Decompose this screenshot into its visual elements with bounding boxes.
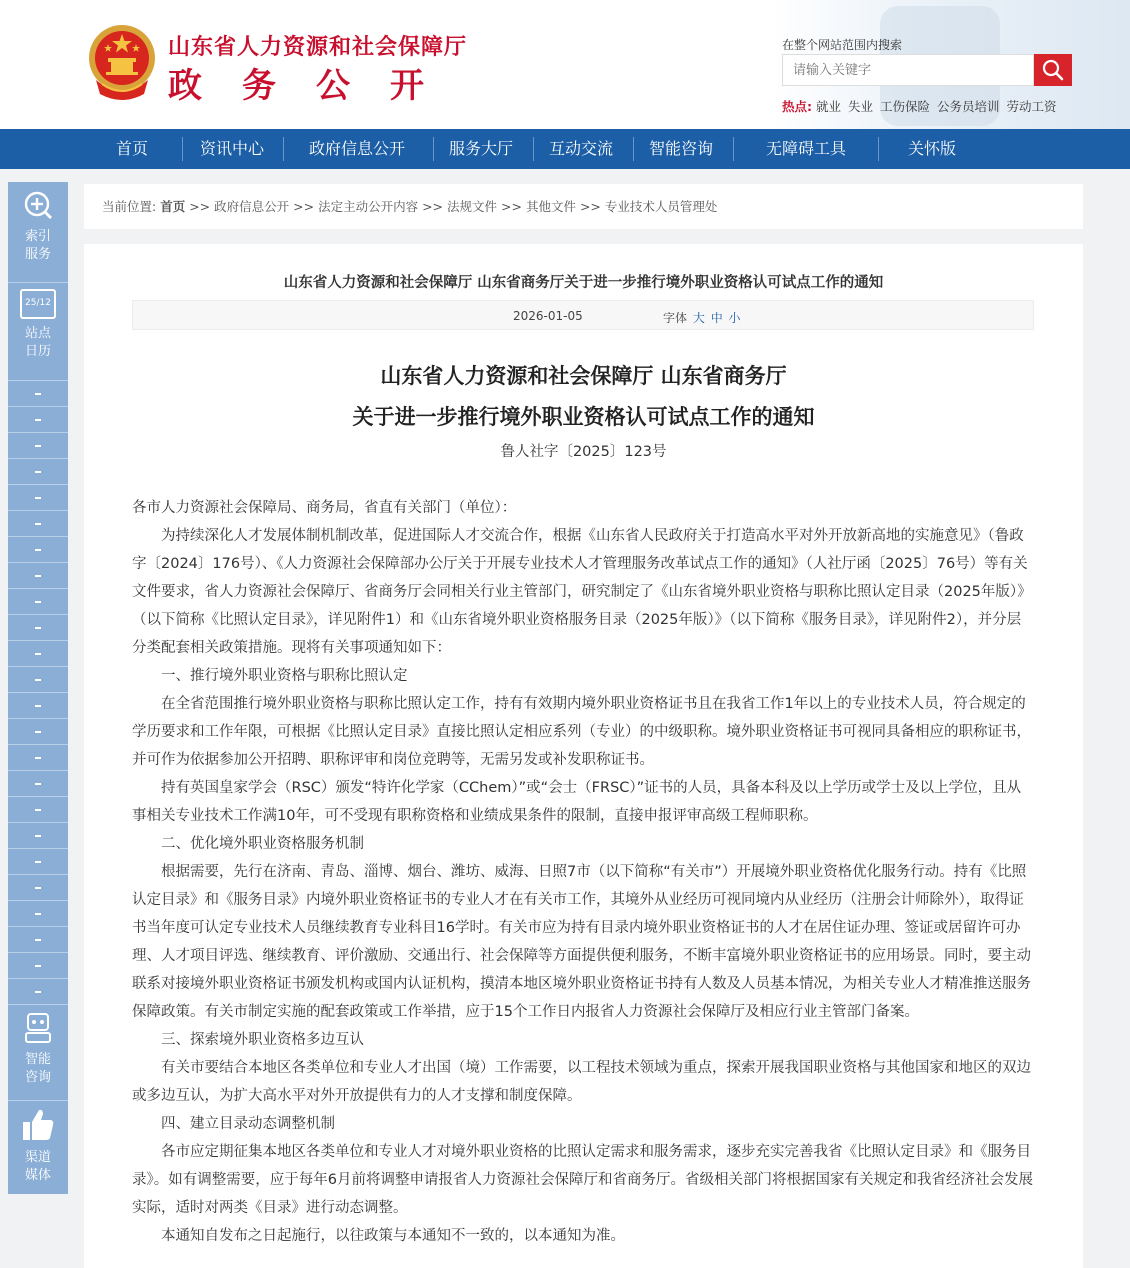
sidebar-collapsed-item[interactable] bbox=[8, 406, 68, 432]
collapsed-item-marker bbox=[35, 419, 41, 421]
collapsed-item-marker bbox=[35, 393, 41, 395]
hot-keyword-work-injury[interactable]: 工伤保险 bbox=[879, 99, 930, 114]
sidebar-site-calendar[interactable] bbox=[8, 282, 68, 370]
breadcrumb-separator: >> bbox=[293, 199, 315, 214]
sidebar-collapsed-item[interactable] bbox=[8, 458, 68, 484]
nav-gov-info-disclosure[interactable]: 政府信息公开 bbox=[308, 139, 405, 158]
collapsed-item-marker bbox=[35, 549, 41, 551]
national-emblem-logo bbox=[86, 22, 158, 100]
breadcrumb-separator: >> bbox=[189, 199, 211, 214]
sidebar-media-label2: 媒体 bbox=[24, 1168, 51, 1183]
sidebar-collapsed-item[interactable] bbox=[8, 952, 68, 978]
article-body bbox=[132, 494, 1034, 1250]
sidebar-collapsed-item[interactable] bbox=[8, 848, 68, 874]
breadcrumb-other-documents[interactable]: 其他文件 bbox=[525, 199, 576, 214]
collapsed-item-marker bbox=[35, 679, 41, 681]
search-input[interactable] bbox=[782, 54, 1034, 86]
article-paragraph: 持有英国皇家学会（RSC）颁发“特许化学家（CChem）”或“会士（FRSC）”证书的人员，具备本科及以上学历或学士及以上学位，且从事相关专业技术工作满10年，可不受现有职称资格和业绩成果条件的限制，直接申报评审高级工程师职称。 bbox=[132, 780, 1022, 824]
sidebar-collapsed-item[interactable] bbox=[8, 432, 68, 458]
document-title-line2: 关于进一步推行境外职业资格认可试点工作的通知 bbox=[352, 405, 815, 429]
sidebar-channel-media[interactable] bbox=[8, 1100, 68, 1192]
hot-keyword-civil-servant-training[interactable]: 公务员培训 bbox=[936, 99, 1000, 114]
nav-divider bbox=[533, 137, 534, 161]
breadcrumb-separator: >> bbox=[501, 199, 522, 214]
article-info-bar bbox=[132, 300, 1034, 330]
nav-interaction[interactable]: 互动交流 bbox=[548, 139, 613, 158]
sidebar-calendar-label1: 站点 bbox=[24, 326, 51, 341]
breadcrumb-statutory-disclosure[interactable]: 法定主动公开内容 bbox=[318, 199, 419, 214]
document-title-line1: 山东省人力资源和社会保障厅 山东省商务厅 bbox=[380, 364, 787, 388]
nav-divider bbox=[182, 137, 183, 161]
salutation: 各市人力资源社会保障局、商务局，省直有关部门（单位）： bbox=[132, 500, 517, 516]
sidebar-collapsed-item[interactable] bbox=[8, 822, 68, 848]
article-container bbox=[84, 244, 1083, 1268]
font-size-large[interactable]: 大 bbox=[692, 311, 705, 325]
collapsed-item-marker bbox=[35, 965, 41, 967]
sidebar-collapsed-item[interactable] bbox=[8, 718, 68, 744]
hot-keywords bbox=[782, 97, 1060, 115]
article-paragraph: 在全省范围推行境外职业资格与职称比照认定工作，持有有效期内境外职业资格证书且在我省工作1年以上的专业技术人员，符合规定的学历要求和工作年限，可根据《比照认定目录》直接比照认定相应系列（专业）的中级职称。境外职业资格证书可视同具备相应的职称证书，并可作为依据参加公开招聘、职称评审和岗位竞聘等，无需另发或补发职称证书。 bbox=[132, 696, 1031, 768]
sidebar-collapsed-item[interactable] bbox=[8, 978, 68, 1004]
sidebar-collapsed-item[interactable] bbox=[8, 562, 68, 588]
nav-accessibility-tools[interactable]: 无障碍工具 bbox=[765, 139, 846, 158]
hot-keyword-unemployment[interactable]: 失业 bbox=[847, 99, 873, 114]
breadcrumb-prefix: 当前位置: bbox=[102, 199, 157, 214]
sidebar-collapsed-item[interactable] bbox=[8, 640, 68, 666]
sidebar-collapsed-item[interactable] bbox=[8, 900, 68, 926]
collapsed-item-marker bbox=[35, 835, 41, 837]
sidebar-collapsed-item[interactable] bbox=[8, 510, 68, 536]
sidebar-collapsed-item[interactable] bbox=[8, 926, 68, 952]
nav-care-version[interactable]: 关怀版 bbox=[907, 139, 956, 158]
nav-divider bbox=[283, 137, 284, 161]
breadcrumb-regulations[interactable]: 法规文件 bbox=[447, 199, 498, 214]
collapsed-item-marker bbox=[35, 939, 41, 941]
article-paragraph: 各市应定期征集本地区各类单位和专业人才对境外职业资格的比照认定需求和服务需求，逐步充实完善我省《比照认定目录》和《服务目录》。如有调整需要，应于每年6月前将调整申请报省人力资源社会保障厅和省商务厅。省级相关部门将根据国家有关规定和我省经济社会发展实际，适时对两类《目录》进行动态调整。 bbox=[132, 1144, 1033, 1216]
nav-news-center[interactable]: 资讯中心 bbox=[199, 139, 264, 158]
nav-service-hall[interactable]: 服务大厅 bbox=[448, 139, 513, 158]
sidebar-collapsed-item[interactable] bbox=[8, 380, 68, 406]
breadcrumb-gov-info-disclosure[interactable]: 政府信息公开 bbox=[214, 199, 290, 214]
sidebar-collapsed-item[interactable] bbox=[8, 770, 68, 796]
ai-assistant-icon bbox=[23, 1011, 53, 1045]
sidebar-smart-consult[interactable] bbox=[8, 1004, 68, 1096]
calendar-date: 25/12 bbox=[25, 298, 51, 308]
hot-keyword-labor-wages[interactable]: 劳动工资 bbox=[1006, 99, 1057, 114]
search-label: 在整个网站范围内搜索 bbox=[782, 38, 903, 52]
nav-divider bbox=[633, 137, 634, 161]
collapsed-item-marker bbox=[35, 575, 41, 577]
nav-divider bbox=[733, 137, 734, 161]
collapsed-item-marker bbox=[35, 887, 41, 889]
collapsed-item-marker bbox=[35, 783, 41, 785]
breadcrumb-home[interactable]: 首页 bbox=[160, 199, 186, 214]
collapsed-item-marker bbox=[35, 497, 41, 499]
collapsed-item-marker bbox=[35, 705, 41, 707]
sidebar-collapsed-item[interactable] bbox=[8, 692, 68, 718]
article-heading: 山东省人力资源和社会保障厅 山东省商务厅关于进一步推行境外职业资格认可试点工作的通知 bbox=[283, 275, 884, 291]
collapsed-item-marker bbox=[35, 757, 41, 759]
hot-keyword-employment[interactable]: 就业 bbox=[815, 99, 841, 114]
search-button[interactable] bbox=[1034, 54, 1072, 86]
sidebar-consult-label2: 咨询 bbox=[24, 1070, 51, 1085]
document-number: 鲁人社字〔2025〕123号 bbox=[500, 444, 667, 460]
site-subtitle: 政务公开 bbox=[168, 66, 464, 106]
article-paragraph: 根据需要，先行在济南、青岛、淄博、烟台、潍坊、威海、日照7市（以下简称“有关市”）开展境外职业资格优化服务行动。持有《比照认定目录》和《服务目录》内境外职业资格证书的专业人才在有关市工作，其境外从业经历可视同境内从业经历（注册会计师除外），取得证书当年度可认定专业技术人员继续教育专业科目16学时。有关市应为持有目录内境外职业资格证书的人才在居住证办理、签证或居留许可办理、人才项目评选、继续教育、评价激励、交通出行、社会保障等方面提供便利服务，不断丰富境外职业资格证书的应用场景。同时，要主动联系对接境外职业资格证书颁发机构或国内认证机构，摸清本地区境外职业资格证书持有人数及人员基本情况，为相关专业人才精准推送服务保障政策。有关市制定实施的配套政策或工作举措，应于15个工作日内报省人力资源社会保障厅及相应行业主管部门备案。 bbox=[132, 864, 1031, 1020]
breadcrumb-separator: >> bbox=[422, 199, 444, 214]
publish-date: 2026-01-05 bbox=[513, 309, 583, 323]
search-icon bbox=[1042, 59, 1064, 81]
sidebar-media-label1: 渠道 bbox=[24, 1150, 51, 1165]
collapsed-item-marker bbox=[35, 861, 41, 863]
nav-divider bbox=[878, 137, 879, 161]
collapsed-item-marker bbox=[35, 471, 41, 473]
section-heading: 四、建立目录动态调整机制 bbox=[161, 1116, 335, 1132]
breadcrumb bbox=[84, 184, 1083, 229]
sidebar-collapsed-item[interactable] bbox=[8, 796, 68, 822]
sidebar-collapsed-item[interactable] bbox=[8, 666, 68, 692]
font-size-label: 字体 bbox=[663, 311, 688, 325]
collapsed-item-marker bbox=[35, 523, 41, 525]
main-navigation bbox=[0, 129, 1130, 169]
article-paragraph: 本通知自发布之日起施行，以往政策与本通知不一致的，以本通知为准。 bbox=[161, 1228, 625, 1244]
sidebar-index-service[interactable] bbox=[8, 188, 68, 272]
sidebar-collapsed-item[interactable] bbox=[8, 874, 68, 900]
calendar-icon bbox=[20, 289, 56, 319]
section-heading: 三、探索境外职业资格多边互认 bbox=[161, 1032, 364, 1048]
sidebar-index-label1: 索引 bbox=[24, 229, 51, 244]
nav-divider bbox=[433, 137, 434, 161]
site-header bbox=[0, 0, 1130, 129]
nav-home[interactable]: 首页 bbox=[115, 139, 148, 158]
font-size-medium[interactable]: 中 bbox=[710, 311, 723, 325]
sidebar-collapsed-item[interactable] bbox=[8, 614, 68, 640]
collapsed-item-marker bbox=[35, 913, 41, 915]
site-name: 山东省人力资源和社会保障厅 bbox=[168, 35, 468, 60]
collapsed-item-marker bbox=[35, 627, 41, 629]
thumbs-up-icon bbox=[21, 1107, 55, 1143]
nav-smart-consult[interactable]: 智能咨询 bbox=[648, 139, 713, 158]
sidebar-collapsed-item[interactable] bbox=[8, 484, 68, 510]
article-paragraph: 有关市要结合本地区各类单位和专业人才出国（境）工作需要，以工程技术领域为重点，探索开展我国职业资格与其他国家和地区的双边或多边互认，为扩大高水平对外开放提供有力的人才支撑和制度保障。 bbox=[132, 1060, 1031, 1104]
left-floating-sidebar bbox=[8, 182, 68, 1194]
sidebar-collapsed-item[interactable] bbox=[8, 536, 68, 562]
collapsed-item-marker bbox=[35, 809, 41, 811]
font-size-small[interactable]: 小 bbox=[728, 311, 741, 325]
sidebar-calendar-label2: 日历 bbox=[24, 344, 51, 359]
collapsed-item-marker bbox=[35, 601, 41, 603]
breadcrumb-separator: >> bbox=[579, 199, 601, 214]
collapsed-item-marker bbox=[35, 653, 41, 655]
font-size-selector bbox=[663, 309, 741, 326]
section-heading: 一、推行境外职业资格与职称比照认定 bbox=[161, 668, 408, 684]
sidebar-consult-label1: 智能 bbox=[24, 1052, 51, 1067]
collapsed-item-marker bbox=[35, 731, 41, 733]
sidebar-collapsed-item[interactable] bbox=[8, 588, 68, 614]
collapsed-item-marker bbox=[35, 991, 41, 993]
index-search-icon bbox=[22, 190, 54, 222]
hot-label: 热点: bbox=[782, 99, 812, 114]
collapsed-item-marker bbox=[35, 445, 41, 447]
section-heading: 二、优化境外职业资格服务机制 bbox=[161, 836, 364, 852]
sidebar-collapsed-item[interactable] bbox=[8, 744, 68, 770]
sidebar-index-label2: 服务 bbox=[24, 247, 51, 262]
breadcrumb-professional-tech-office[interactable]: 专业技术人员管理处 bbox=[604, 199, 718, 214]
article-paragraph: 为持续深化人才发展体制机制改革，促进国际人才交流合作，根据《山东省人民政府关于打造高水平对外开放新高地的实施意见》（鲁政字〔2024〕176号）、《人力资源社会保障部办公厅关于开展专业技术人才管理服务改革试点工作的通知》（人社厅函〔2025〕76号）等有关文件要求，省人力资源社会保障厅、省商务厅会同相关行业主管部门，研究制定了《山东省境外职业资格与职称比照认定目录（2025年版）》（以下简称《比照认定目录》，详见附件1）和《山东省境外职业资格服务目录（2025年版）》（以下简称《服务目录》，详见附件2），并分层分类配套相关政策措施。现将有关事项通知如下： bbox=[132, 528, 1032, 656]
